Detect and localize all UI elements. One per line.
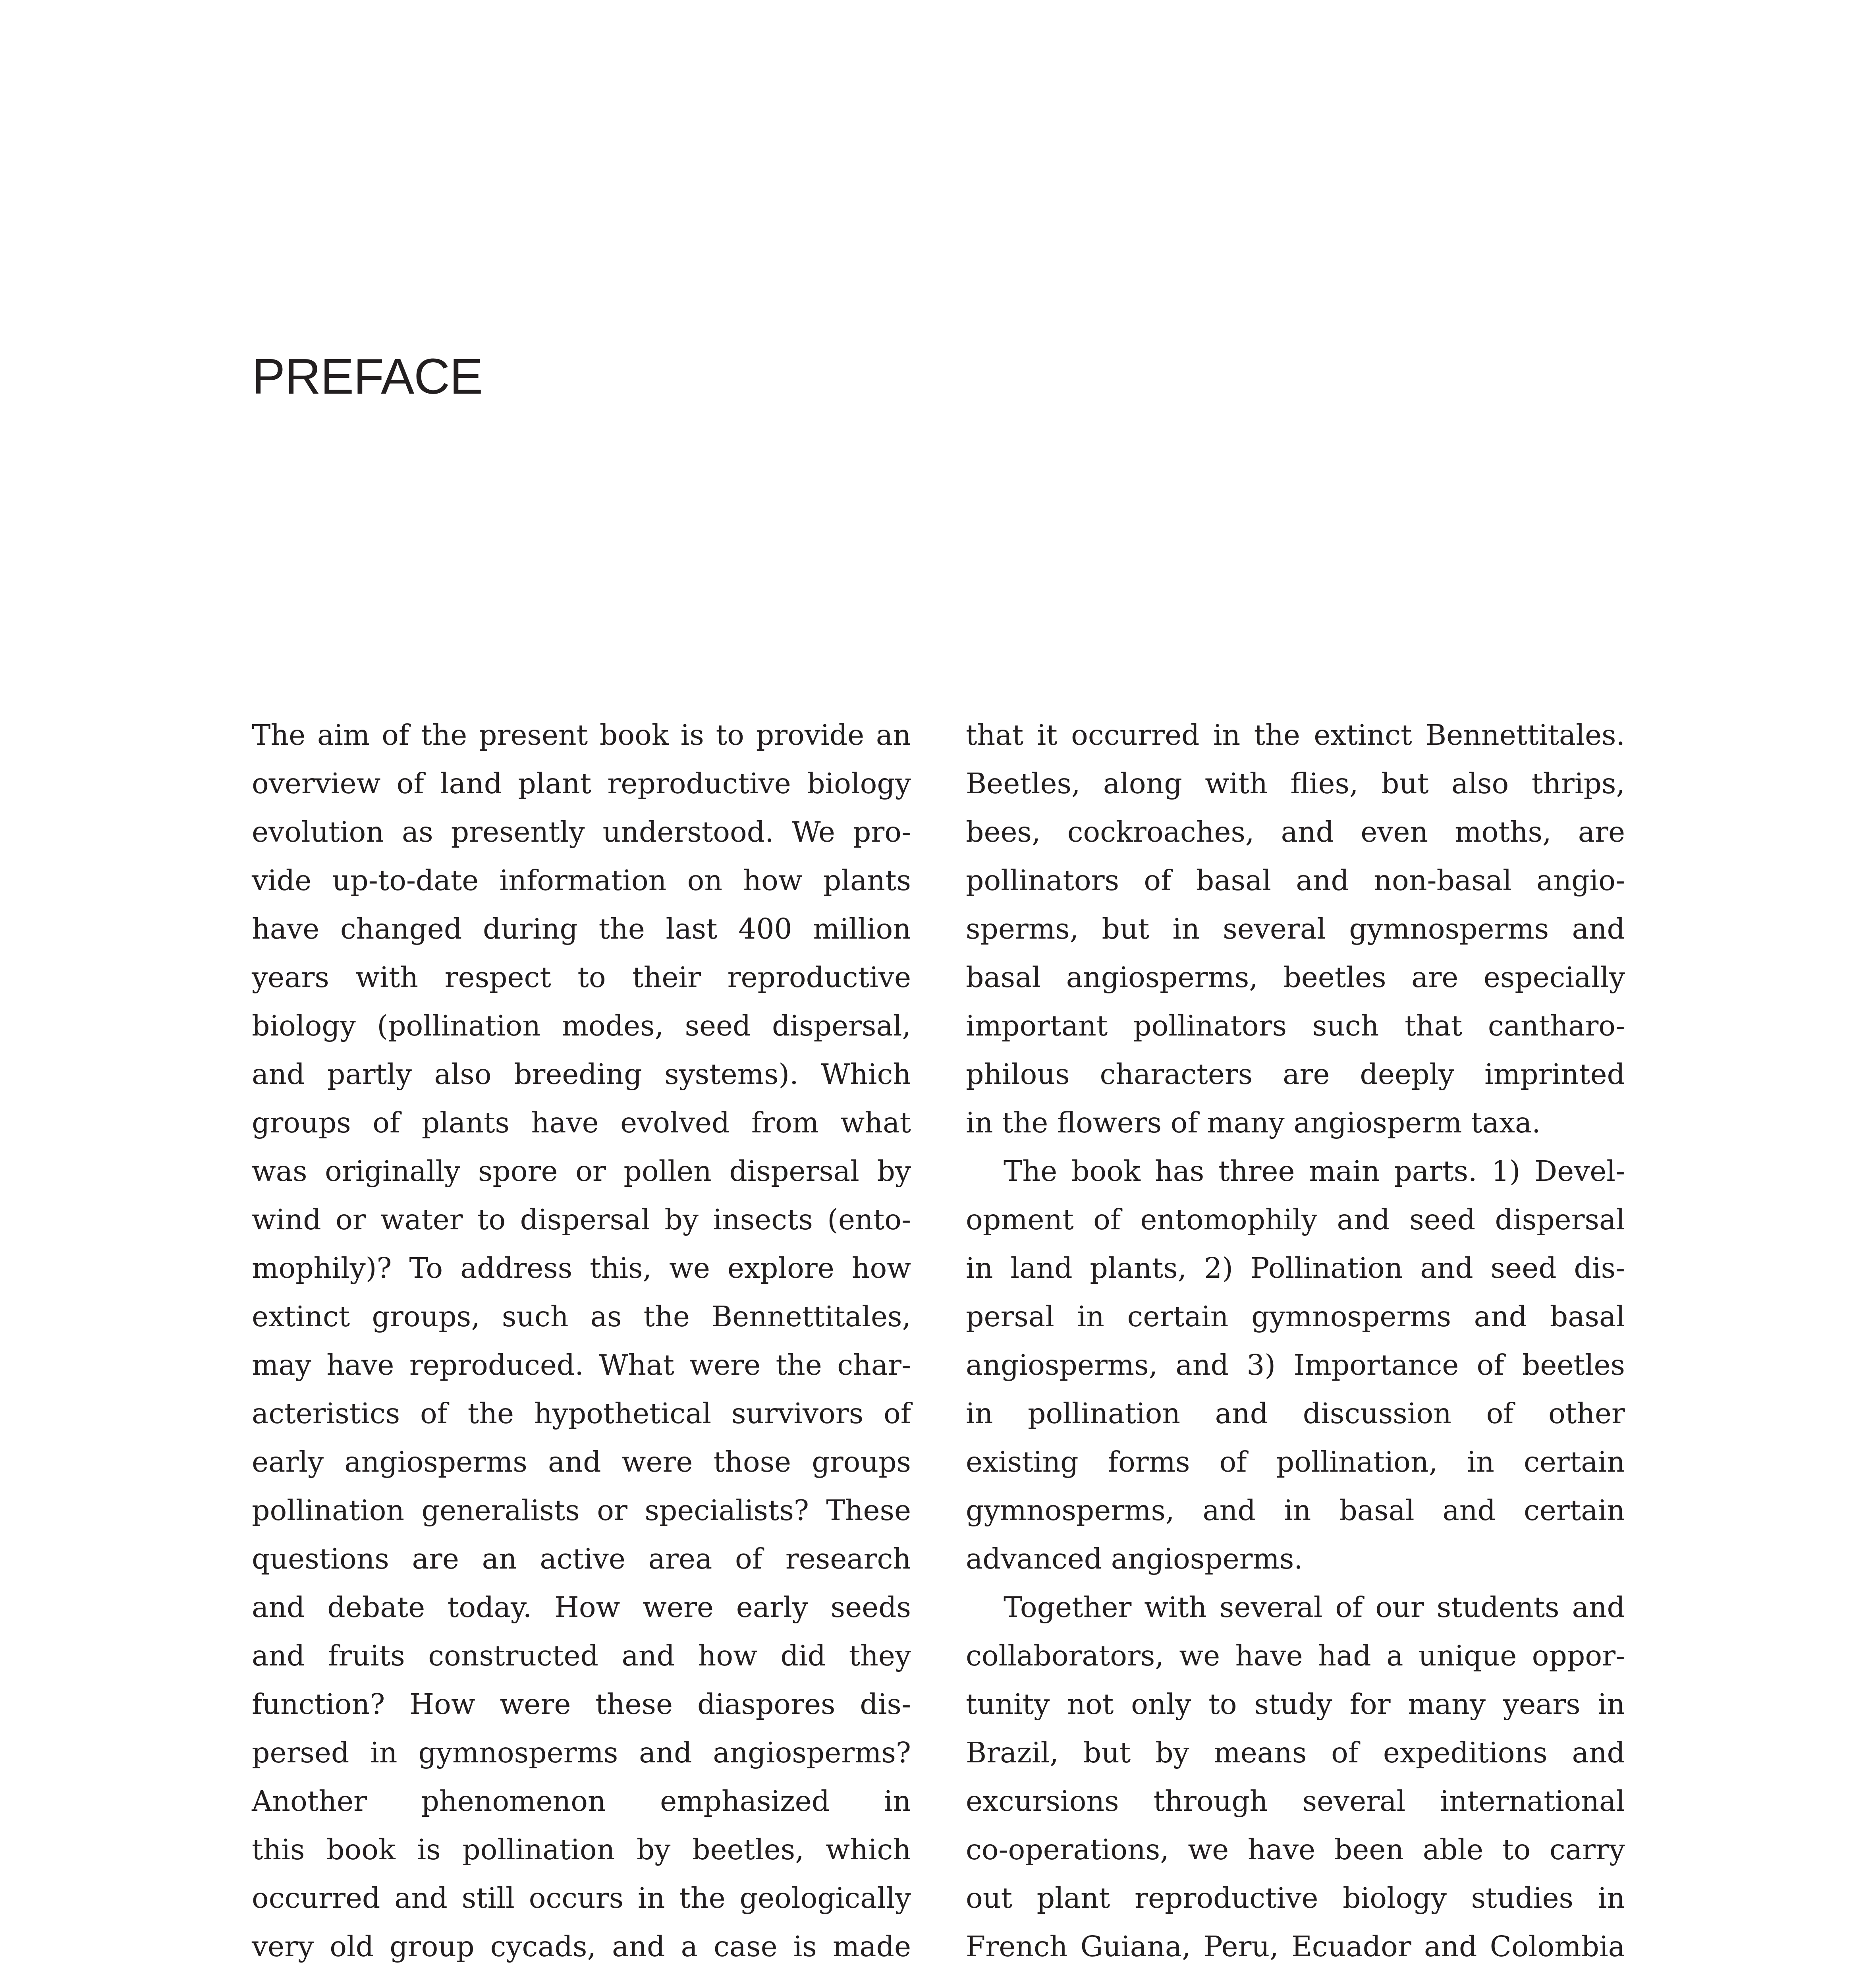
text-line: excursions through several international xyxy=(966,1785,1625,1818)
text-line: evolution as presently understood. We pro- xyxy=(252,815,911,848)
text-line: in the flowers of many angiosperm taxa. xyxy=(966,1106,1541,1139)
text-line: co-operations, we have been able to carry xyxy=(966,1833,1625,1866)
text-line: groups of plants have evolved from what xyxy=(252,1106,911,1139)
text-line: Beetles, along with flies, but also thrips, xyxy=(966,767,1625,800)
text-line: and fruits constructed and how did they xyxy=(252,1639,911,1672)
text-line: important pollinators such that cantharo- xyxy=(966,1009,1625,1042)
text-line: existing forms of pollination, in certain xyxy=(966,1445,1625,1478)
text-line: early angiosperms and were those groups xyxy=(252,1445,911,1478)
text-line: have changed during the last 400 million xyxy=(252,912,911,945)
text-column-left xyxy=(252,711,911,1971)
text-line: Brazil, but by means of expeditions and xyxy=(966,1736,1625,1769)
text-line: out plant reproductive biology studies in xyxy=(966,1882,1625,1915)
text-line: philous characters are deeply imprinted xyxy=(966,1058,1625,1091)
text-line: and partly also breeding systems). Which xyxy=(252,1058,911,1091)
text-line: acteristics of the hypothetical survivors of xyxy=(252,1397,911,1430)
text-line: advanced angiosperms. xyxy=(966,1542,1303,1575)
text-line: very old group cycads, and a case is made xyxy=(252,1930,911,1963)
text-line: bees, cockroaches, and even moths, are xyxy=(966,815,1625,848)
text-column-right xyxy=(966,711,1625,1971)
text-line: in land plants, 2) Pollination and seed dis- xyxy=(966,1252,1625,1285)
text-line: was originally spore or pollen dispersal by xyxy=(252,1155,911,1188)
text-line: function? How were these diaspores dis- xyxy=(252,1688,911,1721)
text-line: tunity not only to study for many years in xyxy=(966,1688,1625,1721)
text-line: and debate today. How were early seeds xyxy=(252,1591,911,1624)
text-line: Together with several of our students and xyxy=(1004,1591,1625,1624)
text-line: opment of entomophily and seed dispersal xyxy=(966,1203,1625,1236)
text-line: sperms, but in several gymnosperms and xyxy=(966,912,1625,945)
text-line: persal in certain gymnosperms and basal xyxy=(966,1300,1625,1333)
text-line: may have reproduced. What were the char- xyxy=(252,1348,911,1381)
text-line: basal angiosperms, beetles are especially xyxy=(966,961,1625,994)
text-line: questions are an active area of research xyxy=(252,1542,911,1575)
text-line: in pollination and discussion of other xyxy=(966,1397,1625,1430)
text-line: The book has three main parts. 1) Devel- xyxy=(1004,1155,1625,1188)
text-line: Another phenomenon emphasized in xyxy=(252,1785,911,1818)
text-line: that it occurred in the extinct Bennettitales. xyxy=(966,719,1625,752)
text-line: occurred and still occurs in the geologically xyxy=(252,1882,911,1915)
text-line: vide up-to-date information on how plants xyxy=(252,864,911,897)
text-line: extinct groups, such as the Bennettitales, xyxy=(252,1300,911,1333)
text-line: persed in gymnosperms and angiosperms? xyxy=(252,1736,911,1769)
text-line: collaborators, we have had a unique oppor- xyxy=(966,1639,1625,1672)
text-line: years with respect to their reproductive xyxy=(252,961,911,994)
text-line: gymnosperms, and in basal and certain xyxy=(966,1494,1625,1527)
text-line: this book is pollination by beetles, which xyxy=(252,1833,911,1866)
text-line: French Guiana, Peru, Ecuador and Colombia xyxy=(966,1930,1625,1963)
text-line: biology (pollination modes, seed dispersal, xyxy=(252,1009,911,1042)
text-line: angiosperms, and 3) Importance of beetles xyxy=(966,1348,1625,1381)
text-line: The aim of the present book is to provide an xyxy=(252,719,911,752)
text-line: pollination generalists or specialists? These xyxy=(252,1494,911,1527)
text-line: overview of land plant reproductive biology xyxy=(252,767,911,800)
text-line: mophily)? To address this, we explore how xyxy=(252,1252,911,1285)
text-line: pollinators of basal and non-basal angio- xyxy=(966,864,1625,897)
page-title: PREFACE xyxy=(252,348,483,404)
text-line: wind or water to dispersal by insects (ento- xyxy=(252,1203,911,1236)
